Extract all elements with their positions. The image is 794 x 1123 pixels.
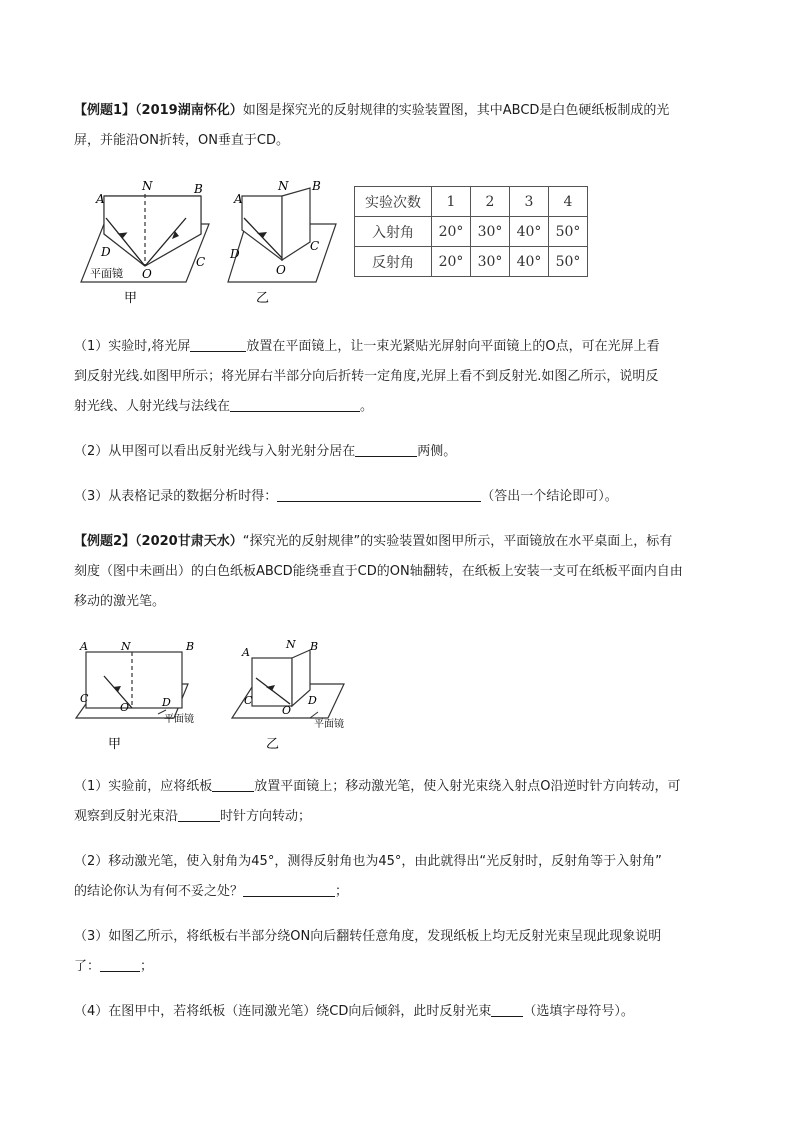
answer-blank[interactable]	[212, 777, 254, 792]
ex2-stem-line2	[74, 557, 724, 587]
answer-blank[interactable]	[491, 1002, 523, 1017]
ex2-stem-text3: 移动的激光笔。	[74, 594, 166, 609]
ex1-tag: 【例题1】	[74, 103, 136, 118]
table-cell: 20°	[432, 217, 471, 247]
ex1-stem-text1: 如图是探究光的反射规律的实验装置图，其中ABCD是白色硬纸板制成的光	[242, 103, 670, 118]
table-row	[355, 247, 588, 277]
ex1-q1-text-a: （1）实验时,将光屏	[74, 339, 191, 354]
ex1-q2	[74, 437, 724, 467]
ex2-q3-line2	[74, 952, 724, 982]
ex2-yi-label-D: D	[308, 694, 317, 707]
ex2-q3-text-a: （3）如图乙所示，将纸板右半部分绕ON向后翻转任意角度，发现纸板上均无反射光束呈现此现象说明	[74, 929, 662, 944]
ex2-q2-text-b: 的结论你认为有何不妥之处？	[74, 884, 244, 899]
ex2-q1-text-a: （1）实验前，应将纸板	[74, 779, 213, 794]
ex2-figure-jia	[74, 634, 224, 754]
ex1-jia-label-C: C	[196, 255, 206, 269]
ex2-yi-label-N: N	[286, 638, 296, 651]
ex2-jia-caption: 甲	[108, 737, 122, 752]
ex2-q3-text-b: 了：	[74, 959, 101, 974]
table-cell: 2	[471, 187, 510, 217]
ex2-jia-label-C: C	[80, 692, 89, 705]
ex1-q3-text-b: （答出一个结论即可）。	[481, 489, 618, 504]
table-cell: 40°	[510, 217, 549, 247]
ex2-jia-label-B: B	[186, 640, 195, 653]
ex2-q2-text-c: ；	[335, 884, 349, 899]
ex1-q1-text-c: 到反射光线.如图甲所示；将光屏右半部分向后折转一定角度,光屏上看不到反射光.如图乙所示，说明反	[74, 369, 659, 384]
ex1-figure-jia	[76, 176, 226, 306]
ex1-yi-label-N: N	[278, 179, 289, 193]
ex1-jia-label-A: A	[96, 192, 105, 206]
ex2-q1-text-d: 时针方向转动；	[220, 809, 312, 824]
ex1-q1-line2	[74, 362, 724, 392]
ex1-q1-line3	[74, 392, 724, 422]
ex2-yi-label-O: O	[282, 704, 292, 717]
ex1-stem-text2: 屏，并能沿ON折转，ON垂直于CD。	[74, 133, 290, 148]
answer-blank[interactable]	[100, 957, 140, 972]
table-cell: 30°	[471, 217, 510, 247]
answer-blank[interactable]	[178, 807, 220, 822]
ex2-q2-line1	[74, 847, 724, 877]
ex2-stem-text1: “探究光的反射规律”的实验装置如图甲所示，平面镜放在水平桌面上，标有	[242, 534, 673, 549]
ex2-q4	[74, 997, 724, 1027]
ex1-q3	[74, 482, 724, 512]
ex2-q1-text-c: 观察到反射光束沿	[74, 809, 179, 824]
ex2-jia-label-D: D	[162, 696, 171, 709]
ex2-jia-label-O: O	[120, 701, 130, 714]
ex1-q3-text-a: （3）从表格记录的数据分析时得：	[74, 489, 278, 504]
table-cell: 50°	[549, 217, 588, 247]
ex1-yi-label-C: C	[310, 239, 320, 253]
ex2-figure-yi	[228, 634, 358, 754]
ex1-yi-label-A: A	[234, 192, 243, 206]
ex2-q4-text-a: （4）在图甲中，若将纸板（连同激光笔）绕CD向后倾斜，此时反射光束	[74, 1004, 492, 1019]
answer-blank[interactable]	[190, 337, 246, 352]
ex1-stem-line2	[74, 126, 724, 156]
ex2-stem-line3	[74, 587, 724, 617]
table-cell: 4	[549, 187, 588, 217]
table-cell: 40°	[510, 247, 549, 277]
ex2-yi-label-C: C	[244, 694, 253, 707]
ex2-yi-label-A: A	[242, 646, 250, 659]
ex2-q1-text-b: 放置平面镜上；移动激光笔，使入射光束绕入射点O沿逆时针方向转动，可	[254, 779, 681, 794]
ex2-q1-line1	[74, 772, 724, 802]
ex2-q2-text-a: （2）移动激光笔，使入射角为45°，测得反射角也为45°，由此就得出“光反射时，反射角等于入射角”	[74, 854, 662, 869]
ex2-jia-label-N: N	[121, 640, 131, 653]
ex1-jia-caption: 甲	[124, 291, 138, 306]
ex1-figure-yi	[226, 176, 341, 306]
ex2-stem-text2: 刻度（图中未画出）的白色纸板ABCD能绕垂直于CD的ON轴翻转，在纸板上安装一支可在纸板平面内自由	[74, 564, 683, 579]
ex1-stem-line1	[74, 96, 724, 126]
ex1-jia-label-B: B	[194, 182, 203, 196]
ex2-jia-mirror-label: 平面镜	[164, 714, 194, 725]
ex2-jia-label-A: A	[80, 640, 88, 653]
ex2-yi-mirror-label: 平面镜	[314, 719, 344, 730]
table-cell: 反射角	[355, 247, 432, 277]
ex1-q1-text-d: 射光线、人射光线与法线在	[74, 399, 231, 414]
ex1-yi-label-B: B	[312, 179, 321, 193]
ex2-q3-text-c: ；	[140, 959, 154, 974]
table-cell: 30°	[471, 247, 510, 277]
ex1-jia-label-O: O	[142, 267, 152, 281]
ex1-yi-label-O: O	[276, 263, 286, 277]
ex1-yi-caption: 乙	[256, 291, 270, 306]
table-row	[355, 217, 588, 247]
ex1-jia-mirror-label: 平面镜	[90, 267, 123, 280]
answer-blank[interactable]	[355, 442, 417, 457]
ex2-q3-line1	[74, 922, 724, 952]
answer-blank[interactable]	[277, 487, 481, 502]
ex1-q2-text-a: （2）从甲图可以看出反射光线与入射光射分居在	[74, 444, 356, 459]
ex2-yi-label-B: B	[310, 640, 319, 653]
table-cell: 1	[432, 187, 471, 217]
ex1-q1-line1	[74, 332, 724, 362]
answer-blank[interactable]	[230, 397, 360, 412]
ex2-q2-line2	[74, 877, 724, 907]
table-cell: 20°	[432, 247, 471, 277]
ex1-yi-label-D: D	[230, 247, 240, 261]
ex1-q1-text-b: 放置在平面镜上，让一束光紧贴光屏射向平面镜上的O点，可在光屏上看	[246, 339, 660, 354]
ex1-data-table	[354, 186, 588, 277]
table-cell: 50°	[549, 247, 588, 277]
ex1-jia-label-N: N	[142, 179, 153, 193]
ex2-tag: 【例题2】	[74, 534, 136, 549]
table-header-row	[355, 187, 588, 217]
ex1-q1-text-e: 。	[360, 399, 374, 414]
ex2-source: （2020甘肃天水）	[135, 534, 243, 549]
ex1-q2-text-b: 两侧。	[417, 444, 457, 459]
ex1-source: （2019湖南怀化）	[135, 103, 243, 118]
ex1-jia-label-D: D	[101, 245, 111, 259]
ex2-q4-text-b: （选填字母符号）。	[523, 1004, 634, 1019]
table-cell: 3	[510, 187, 549, 217]
ex2-yi-caption: 乙	[266, 737, 280, 752]
ex2-q1-line2	[74, 802, 724, 832]
ex2-stem-line1	[74, 527, 724, 557]
answer-blank[interactable]	[243, 882, 335, 897]
table-cell: 入射角	[355, 217, 432, 247]
table-cell: 实验次数	[355, 187, 432, 217]
